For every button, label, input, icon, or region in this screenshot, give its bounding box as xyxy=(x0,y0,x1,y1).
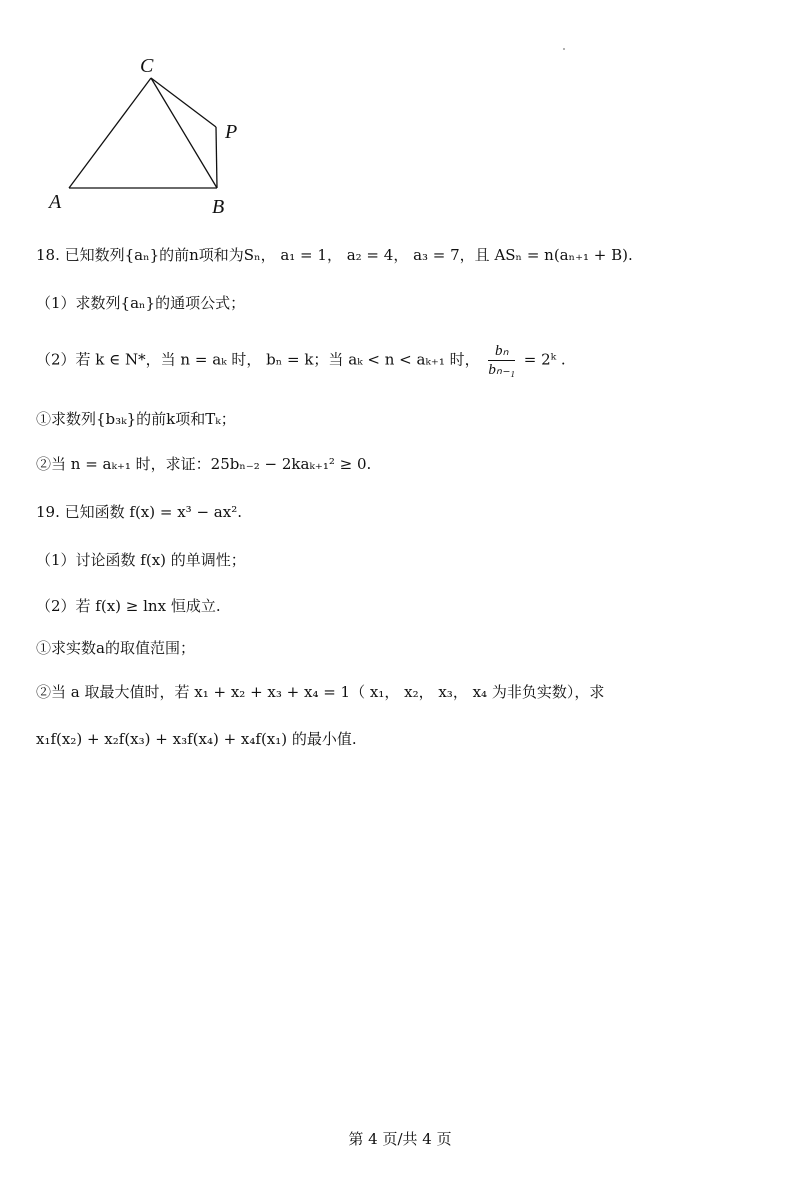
q19-sub2-continued: x₁f(x₂) + x₂f(x₃) + x₃f(x₄) + x₄f(x₁) 的最小值. xyxy=(36,730,357,748)
q19-sub1: ①求实数a的取值范围； xyxy=(36,639,195,657)
q18-part2 xyxy=(36,342,566,379)
geometry-figure xyxy=(40,50,260,230)
page-footer: 第 4 页/共 4 页 xyxy=(348,1130,452,1148)
label-p: P xyxy=(225,121,238,143)
q18-part2-prefix: （2）若 k ∈ N*，当 n = aₖ 时， bₙ = k；当 aₖ < n < aₖ₊₁ 时， xyxy=(36,350,480,369)
label-c: C xyxy=(140,55,154,77)
q19-part2: （2）若 f(x) ≥ lnx 恒成立. xyxy=(36,597,221,615)
label-a: A xyxy=(49,191,62,213)
q18-fraction xyxy=(488,342,515,379)
edge-ca xyxy=(69,78,151,188)
q19-sub2: ②当 a 取最大值时，若 x₁ + x₂ + x₃ + x₄ = 1（ x₁， x₂， x₃， x₄ 为非负实数），求 xyxy=(36,683,605,701)
edge-cb xyxy=(151,78,217,188)
label-b: B xyxy=(212,196,225,218)
q18-stem: 18. 已知数列{aₙ}的前n项和为Sₙ， a₁ = 1， a₂ = 4， a₃ = 7，且 ASₙ = n(aₙ₊₁ + B). xyxy=(36,246,633,264)
edge-pb xyxy=(216,127,217,188)
edge-cp xyxy=(151,78,216,127)
q18-sub2: ②当 n = aₖ₊₁ 时，求证：25bₙ₋₂ − 2kaₖ₊₁² ≥ 0. xyxy=(36,455,372,473)
fraction-numerator: bₙ xyxy=(488,342,515,361)
q18-part2-suffix: = 2ᵏ . xyxy=(523,350,566,369)
q18-sub1: ①求数列{b₃ₖ}的前k项和Tₖ； xyxy=(36,410,236,428)
fraction-denominator: bₙ₋₁ xyxy=(488,362,515,378)
q19-part1: （1）讨论函数 f(x) 的单调性； xyxy=(36,551,246,569)
q19-stem: 19. 已知函数 f(x) = x³ − ax². xyxy=(36,503,242,521)
scan-speck xyxy=(563,48,565,50)
q18-part1: （1）求数列{aₙ}的通项公式； xyxy=(36,294,246,312)
